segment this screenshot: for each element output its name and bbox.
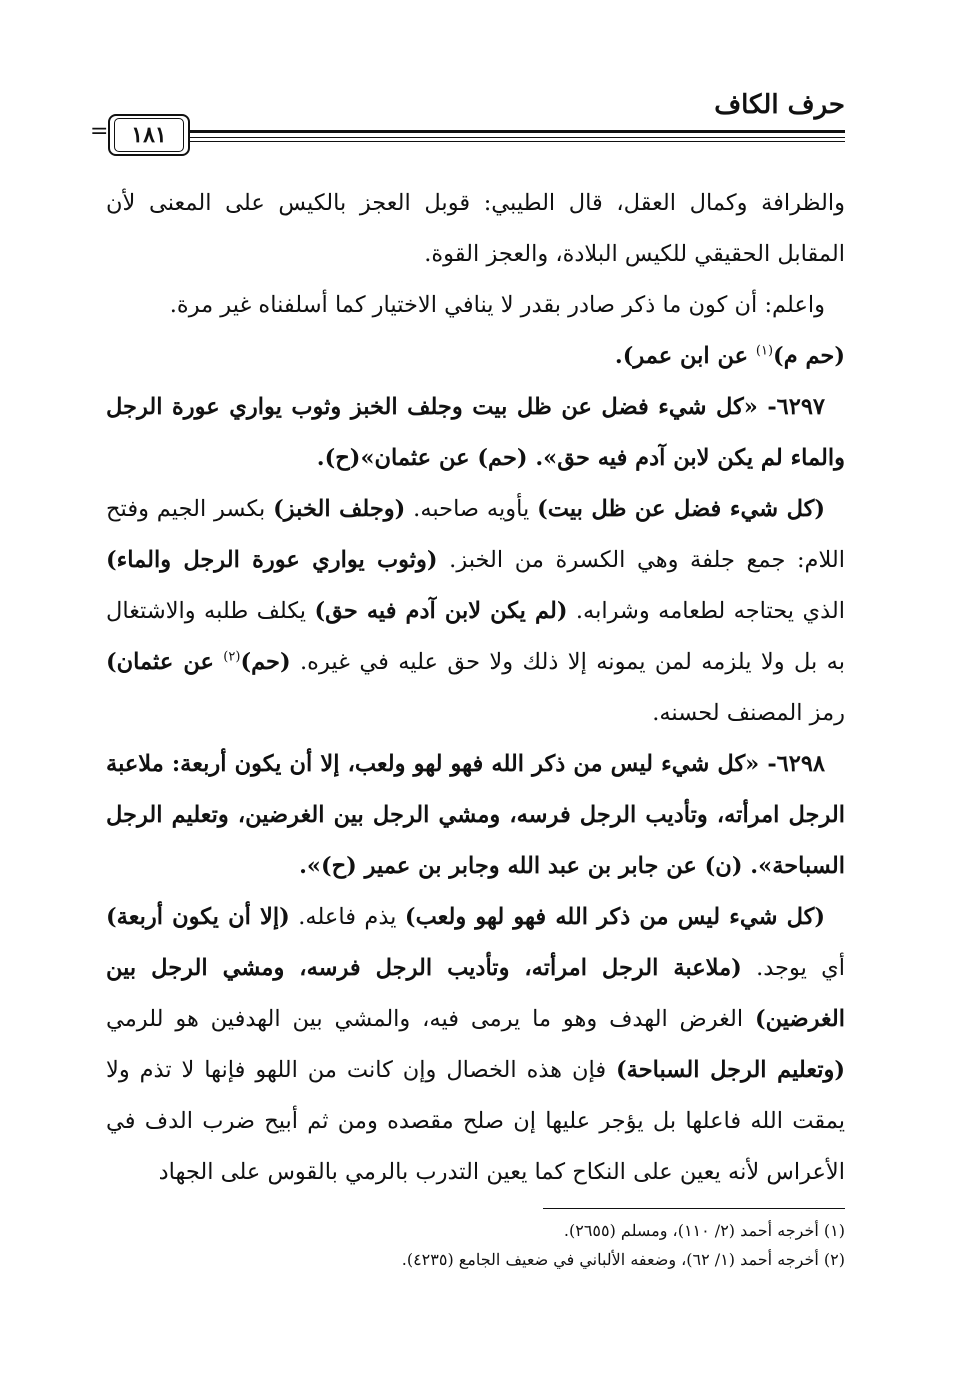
header-rule	[190, 141, 845, 142]
citation: عن ابن عمر).	[614, 343, 756, 369]
footnote-marker: (٢)	[223, 649, 241, 665]
quoted-phrase: (وجلف الخبز)	[273, 496, 406, 522]
footnote-1: (١) أخرجه أحمد (٢/ ١١٠)، ومسلم (٢٦٥٥).	[563, 1221, 845, 1240]
citation: (حم م)	[773, 343, 845, 369]
quoted-phrase: (ملاعبة الرجل امرأته، وتأديب الرجل فرسه، ومشي الرجل بين الغرضين)	[106, 955, 845, 1032]
header-rule	[190, 137, 845, 138]
text-run: واعلم: أن كون ما ذكر صادر بقدر لا ينافي الاختيار كما أسلفناه غير مرة.	[169, 292, 825, 318]
citation: (حم)	[240, 649, 291, 675]
text-run: يأويه صاحبه.	[405, 496, 538, 522]
text-run: رمز المصنف لحسنه.	[652, 700, 845, 726]
quoted-phrase: (وتعليم الرجل السباحة)	[616, 1057, 845, 1083]
text-run: فإن هذه الخصال وإن كانت من اللهو فإنها لا تذم ولا يمقت الله فاعلها بل يؤجر عليها إن صلح مقصده ومن ثم أبيح ضرب الدف في الأعراس لأنه يعين على النكاح كما يعين التدرب بالرمي بالقوس على الجهاد	[106, 1057, 845, 1185]
text-run: الذي يحتاجه لطعامه وشرابه.	[567, 598, 845, 624]
hadith-6298: ٦٢٩٨- «كل شيء ليس من ذكر الله فهو لهو ولعب، إلا أن يكون أربعة: ملاعبة الرجل امرأته، وتأديب الرجل فرسه، ومشي الرجل بين الغرضين، وتعليم الرجل السباحة». (ن) عن جابر بن عبد الله وجابر بن عمير (ح)».	[106, 751, 845, 879]
chapter-title: حرف الكاف	[714, 90, 845, 120]
quoted-phrase: (وثوب يواري عورة الرجل والماء)	[106, 547, 438, 573]
header-rule	[190, 130, 845, 133]
commentary-6297	[106, 484, 845, 739]
footnote-2: (٢) أخرجه أحمد (١/ ٦٢)، وضعفه الألباني في ضعيف الجامع (٤٢٣٥).	[401, 1250, 845, 1269]
footnote-separator	[543, 1208, 845, 1209]
page-number-lead-mark: =	[90, 119, 109, 144]
text-run: يكلف طلبه والاشتغال به بل ولا يلزمه لمن يمونه إلا ذلك ولا حق عليه في غيره.	[106, 598, 845, 675]
text-run: بكسر الجيم وفتح اللام: جمع جلفة وهي الكسرة من الخبز.	[106, 496, 845, 573]
quoted-phrase: (كل شيء فضل عن ظل بيت)	[537, 496, 825, 522]
paragraph	[106, 280, 845, 382]
hadith-6297: ٦٢٩٧- «كل شيء فضل عن ظل بيت وجلف الخبز وثوب يواري عورة الرجل والماء لم يكن لابن آدم فيه حق». (حم) عن عثمان»(ح).	[106, 394, 845, 471]
quoted-phrase: (كل شيء ليس من ذكر الله فهو لهو ولعب)	[404, 904, 825, 930]
text-run: يذم فاعله.	[289, 904, 405, 930]
page-number: ١٨١	[114, 118, 184, 152]
footnote-marker: (١)	[755, 343, 774, 359]
quoted-phrase: (إلا أن يكون أربعة)	[106, 904, 290, 930]
quoted-phrase: (لم يكن لابن آدم فيه حق)	[314, 598, 568, 624]
text-run: الغرض الهدف وهو ما يرمى فيه، والمشي بين الهدفين هو للرمي	[106, 1006, 755, 1032]
paragraph: والظرافة وكمال العقل، قال الطيبي: قوبل العجز بالكيس على المعنى لأن المقابل الحقيقي للكيس البلادة، والعجز القوة.	[106, 190, 845, 267]
main-text	[106, 178, 845, 1198]
text-run: أي يوجد.	[741, 955, 845, 981]
footnotes	[106, 1216, 845, 1274]
commentary-6298	[106, 892, 845, 1198]
citation: عن عثمان)	[106, 649, 214, 675]
